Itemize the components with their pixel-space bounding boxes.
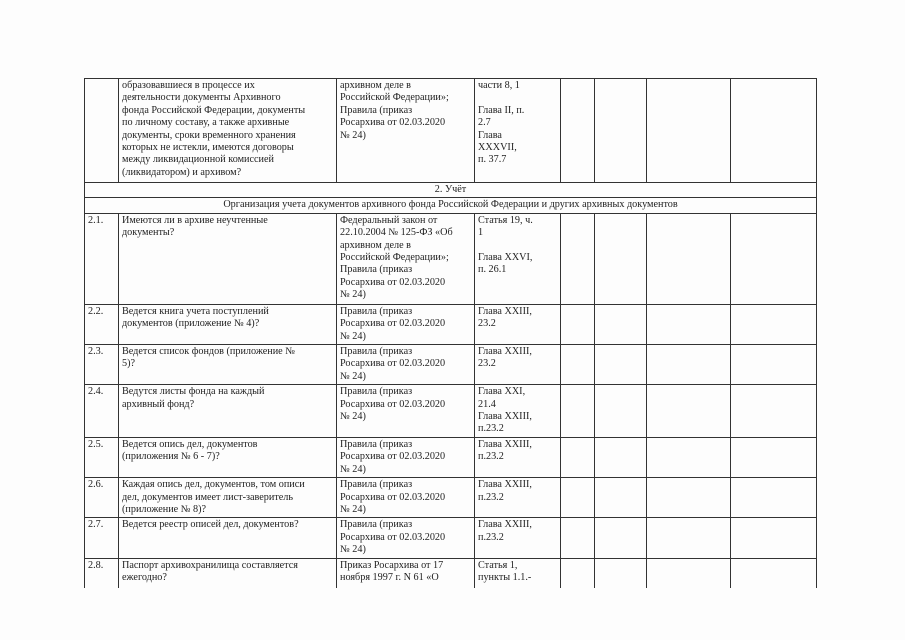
answer-yes-cell [561,478,595,518]
legal-act-cell: Федеральный закон от 22.10.2004 № 125-ФЗ «Об архивном деле в Российской Федерации»; Правила (приказ Росархива от 02.03.2020 № 24) [337,213,475,304]
structural-unit-cell: Глава XXIII, п.23.2 [475,437,561,477]
notes-cell [731,558,817,588]
answer-na-cell [647,79,731,183]
answer-no-cell [595,79,647,183]
notes-cell [731,478,817,518]
structural-unit-cell: части 8, 1 Глава II, п. 2.7 Глава XXXVII, п. 37.7 [475,79,561,183]
requirement-cell: Имеются ли в архиве неучтенные документы? [119,213,337,304]
answer-no-cell [595,304,647,344]
table-row [85,478,817,518]
number-cell: 2.5. [85,437,119,477]
answer-yes-cell [561,385,595,438]
answer-yes-cell [561,437,595,477]
answer-no-cell [595,518,647,558]
requirement-cell: образовавшиеся в процессе их деятельности документы Архивного фонда Российской Федерации, документы по личному составу, а также архивные документы, сроки временного хранения которых не истекли, имеются договоры между ликвидационной комиссией (ликвидатором) и архивом? [119,79,337,183]
answer-no-cell [595,478,647,518]
number-cell: 2.3. [85,345,119,385]
legal-act-cell: Правила (приказ Росархива от 02.03.2020 № 24) [337,385,475,438]
requirement-cell: Ведется книга учета поступлений документов (приложение № 4)? [119,304,337,344]
section-title: 2. Учёт [85,183,817,198]
answer-yes-cell [561,345,595,385]
answer-na-cell [647,345,731,385]
table-row [85,518,817,558]
legal-act-cell: Правила (приказ Росархива от 02.03.2020 № 24) [337,437,475,477]
structural-unit-cell: Статья 19, ч. 1 Глава XXVI, п. 26.1 [475,213,561,304]
subsection-row [85,198,817,213]
section-subtitle: Организация учета документов архивного фонда Российской Федерации и других архивных документов [85,198,817,213]
notes-cell [731,345,817,385]
answer-na-cell [647,437,731,477]
number-cell: 2.2. [85,304,119,344]
notes-cell [731,304,817,344]
number-cell: 2.4. [85,385,119,438]
number-cell: 2.6. [85,478,119,518]
requirement-cell: Ведутся листы фонда на каждый архивный фонд? [119,385,337,438]
answer-yes-cell [561,518,595,558]
legal-act-cell: Правила (приказ Росархива от 02.03.2020 № 24) [337,345,475,385]
structural-unit-cell: Глава XXIII, 23.2 [475,345,561,385]
answer-no-cell [595,345,647,385]
table-row [85,437,817,477]
notes-cell [731,385,817,438]
notes-cell [731,213,817,304]
legal-act-cell: архивном деле в Российской Федерации»; Правила (приказ Росархива от 02.03.2020 № 24) [337,79,475,183]
table-row [85,558,817,588]
answer-na-cell [647,213,731,304]
requirement-cell: Ведется опись дел, документов (приложения № 6 - 7)? [119,437,337,477]
table-row [85,385,817,438]
answer-no-cell [595,558,647,588]
requirement-cell: Ведется реестр описей дел, документов? [119,518,337,558]
section-row [85,183,817,198]
answer-na-cell [647,304,731,344]
number-cell: 2.8. [85,558,119,588]
number-cell: 2.7. [85,518,119,558]
requirement-cell: Паспорт архивохранилища составляется ежегодно? [119,558,337,588]
answer-yes-cell [561,79,595,183]
requirement-cell: Каждая опись дел, документов, том описи дел, документов имеет лист-заверитель (приложение № 8)? [119,478,337,518]
legal-act-cell: Правила (приказ Росархива от 02.03.2020 № 24) [337,478,475,518]
requirement-cell: Ведется список фондов (приложение № 5)? [119,345,337,385]
answer-na-cell [647,385,731,438]
answer-no-cell [595,213,647,304]
answer-na-cell [647,478,731,518]
table-row [85,304,817,344]
table-row [85,213,817,304]
answer-na-cell [647,518,731,558]
number-cell: 2.1. [85,213,119,304]
legal-act-cell: Приказ Росархива от 17 ноября 1997 г. N 61 «О [337,558,475,588]
notes-cell [731,79,817,183]
answer-yes-cell [561,558,595,588]
notes-cell [731,437,817,477]
structural-unit-cell: Глава XXI, 21.4 Глава XXIII, п.23.2 [475,385,561,438]
answer-yes-cell [561,213,595,304]
table-row [85,345,817,385]
structural-unit-cell: Глава XXIII, п.23.2 [475,478,561,518]
structural-unit-cell: Глава XXIII, п.23.2 [475,518,561,558]
number-cell [85,79,119,183]
checklist-table [84,78,817,588]
table-row [85,79,817,183]
legal-act-cell: Правила (приказ Росархива от 02.03.2020 № 24) [337,304,475,344]
notes-cell [731,518,817,558]
answer-no-cell [595,385,647,438]
answer-no-cell [595,437,647,477]
legal-act-cell: Правила (приказ Росархива от 02.03.2020 № 24) [337,518,475,558]
answer-yes-cell [561,304,595,344]
structural-unit-cell: Глава XXIII, 23.2 [475,304,561,344]
answer-na-cell [647,558,731,588]
structural-unit-cell: Статья 1, пункты 1.1.- [475,558,561,588]
